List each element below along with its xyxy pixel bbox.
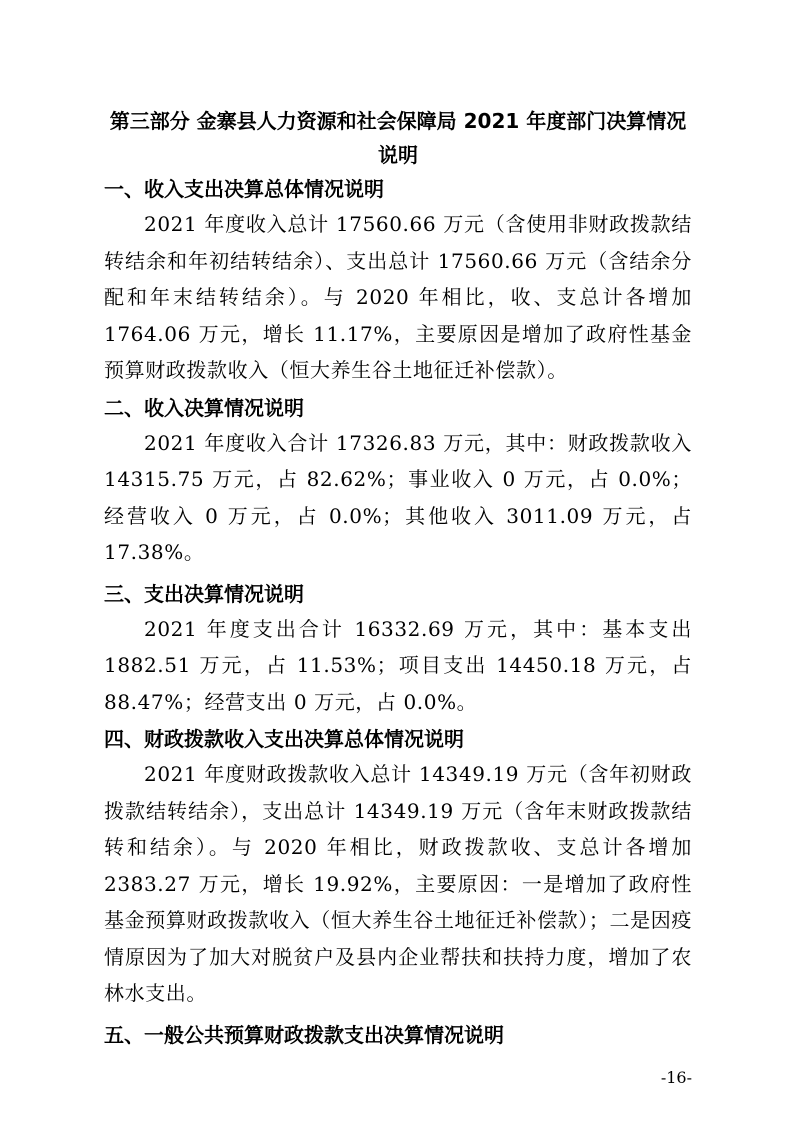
page-number: -16- (660, 1068, 692, 1087)
section-heading-2: 二、收入决算情况说明 (104, 395, 304, 420)
section-paragraph-3: 2021 年度支出合计 16332.69 万元，其中：基本支出 1882.51 万元，占 11.53%；项目支出 14450.18 万元，占 88.47%；经营支出 0 万元，占 0.0%。 (104, 616, 692, 714)
page-title (104, 104, 692, 172)
section-heading-4: 四、财政拨款收入支出决算总体情况说明 (104, 727, 464, 751)
section-paragraph-2: 2021 年度收入合计 17326.83 万元，其中：财政拨款收入 14315.75 万元，占 82.62%；事业收入 0 万元，占 0.0%；经营收入 0 万元，占 0.0%；其他收入 3011.09 万元，占 17.38%。 (104, 430, 692, 564)
document-page (104, 104, 692, 1052)
section-paragraph-4: 2021 年度财政拨款收入总计 14349.19 万元（含年初财政拨款结转结余），支出总计 14349.19 万元（含年末财政拨款结转和结余）。与 2020 年相比，财政拨款收、支总计各增加 2383.27 万元，增长 19.92%，主要原因：一是增加了政府性基金预算财政拨款收入（恒大养生谷土地征迁补偿款）；二是因疫情原因为了加大对脱贫户及县内企业帮扶和扶持力度，增加了农林水支出。 (104, 762, 692, 1005)
page-title-line-1: 第三部分 金寨县人力资源和社会保障局 2021 年度部门决算情况 (109, 109, 687, 133)
section-heading-5: 五、一般公共预算财政拨款支出决算情况说明 (104, 1022, 504, 1047)
section-heading-1: 一、收入支出决算总体情况说明 (104, 177, 384, 201)
section-heading-3: 三、支出决算情况说明 (104, 581, 304, 606)
section-paragraph-1: 2021 年度收入总计 17560.66 万元（含使用非财政拨款结转结余和年初结转结余）、支出总计 17560.66 万元（含结余分配和年末结转结余）。与 2020 年相比，收、支总计各增加 1764.06 万元，增长 11.17%，主要原因是增加了政府性基金预算财政拨款收入（恒大养生谷土地征迁补偿款）。 (104, 212, 692, 382)
page-title-line-2: 说明 (378, 143, 418, 167)
